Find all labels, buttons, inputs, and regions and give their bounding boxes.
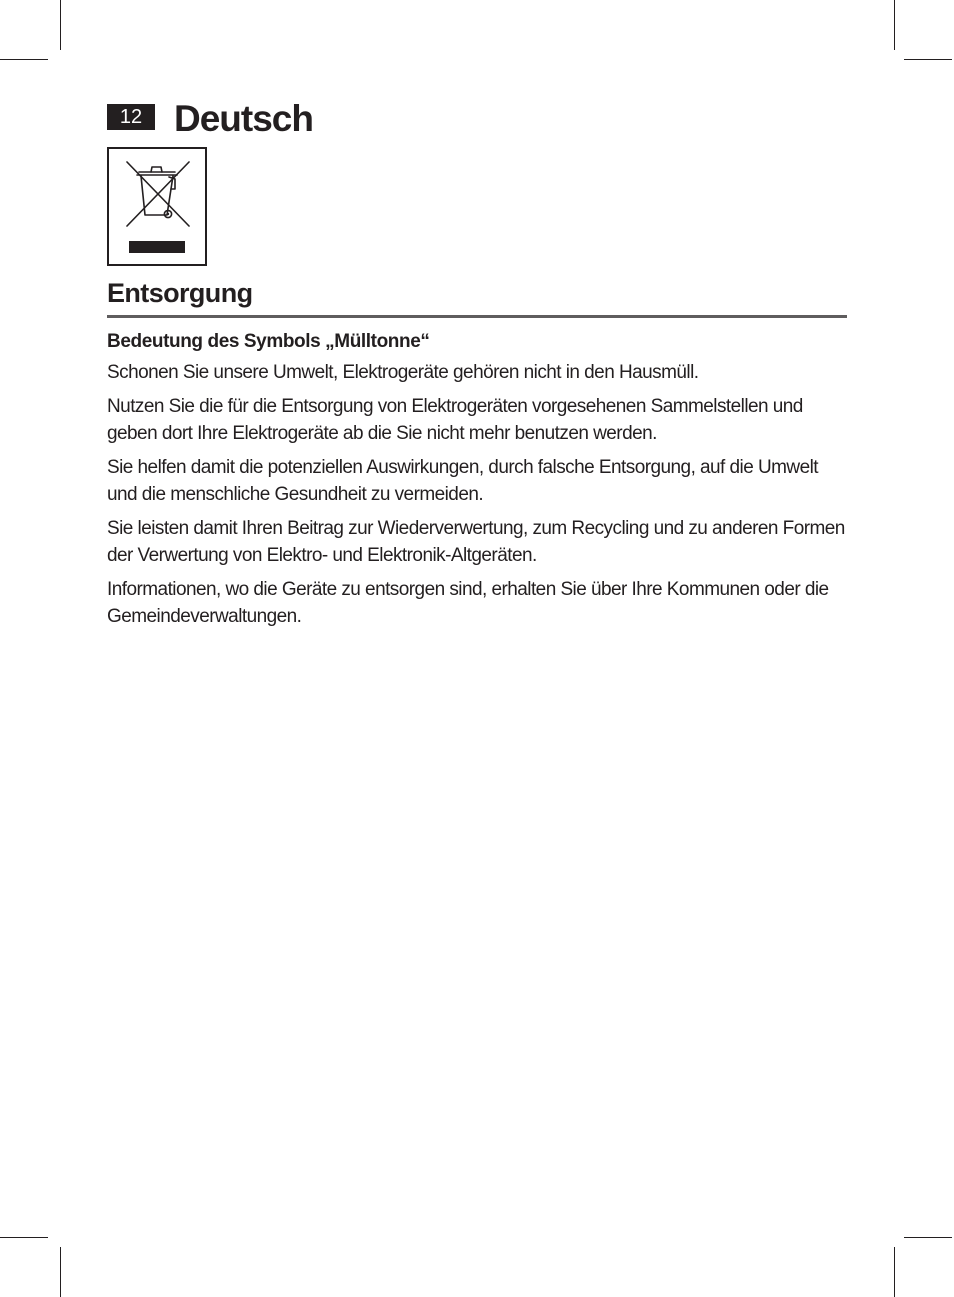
- subheading: Bedeutung des Symbols „Mülltonne“: [107, 331, 430, 352]
- weee-symbol-box: [107, 147, 207, 266]
- paragraph: Schonen Sie unsere Umwelt, Elektrogeräte gehören nicht in den Hausmüll.: [107, 362, 699, 383]
- paragraph: Sie helfen damit die potenziellen Auswirkungen, durch falsche Entsorgung, auf die Umwelt und die menschliche Gesundheit zu vermeiden.: [107, 457, 818, 505]
- crop-mark-top-left-vertical: [60, 0, 61, 50]
- crop-mark-bottom-left-horizontal: [0, 1237, 48, 1238]
- crop-mark-bottom-right-vertical: [894, 1247, 895, 1297]
- crossed-out-wheelie-bin-icon: [109, 149, 205, 264]
- section-divider: [107, 315, 847, 318]
- language-title: Deutsch: [174, 98, 313, 139]
- crop-mark-top-right-vertical: [894, 0, 895, 50]
- crop-mark-top-left-horizontal: [0, 59, 48, 60]
- section-title: Entsorgung: [107, 278, 253, 308]
- paragraph: Nutzen Sie die für die Entsorgung von Elektrogeräten vorgesehenen Sammelstellen und geben dort Ihre Elektrogeräte ab die Sie nicht mehr benutzen werden.: [107, 396, 803, 444]
- section-content: [107, 328, 852, 637]
- crop-mark-top-right-horizontal: [904, 59, 952, 60]
- crop-mark-bottom-left-vertical: [60, 1247, 61, 1297]
- paragraph: Informationen, wo die Geräte zu entsorgen sind, erhalten Sie über Ihre Kommunen oder die Gemeindeverwaltungen.: [107, 579, 829, 627]
- page-number: 12: [107, 104, 155, 130]
- paragraph: Sie leisten damit Ihren Beitrag zur Wiederverwertung, zum Recycling und zu anderen Formen der Verwertung von Elektro- und Elektronik-Altgeräten.: [107, 518, 845, 566]
- crop-mark-bottom-right-horizontal: [904, 1237, 952, 1238]
